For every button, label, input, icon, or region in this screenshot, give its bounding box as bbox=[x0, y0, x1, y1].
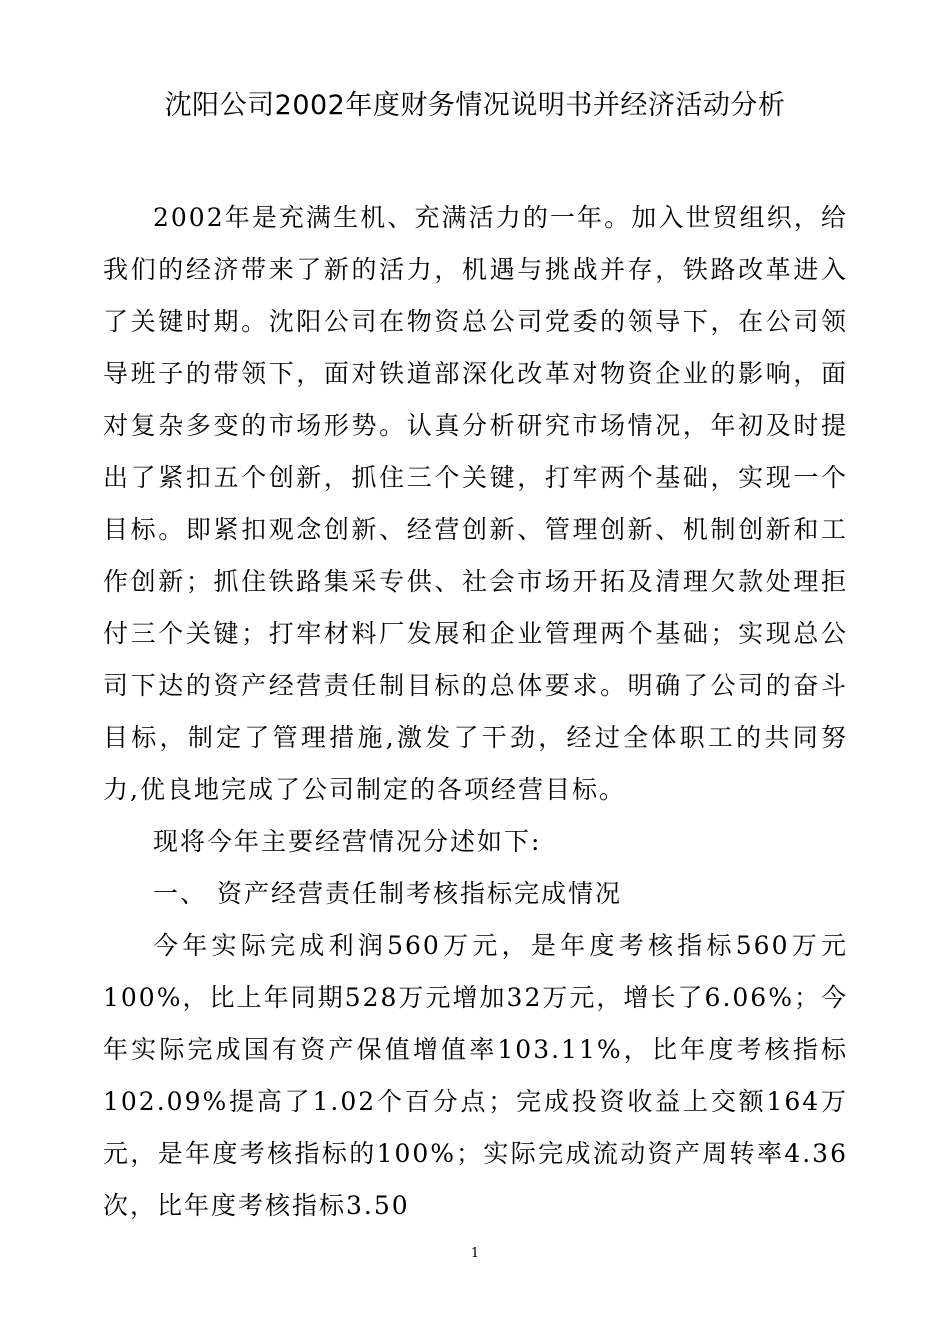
results-paragraph: 今年实际完成利润560万元，是年度考核指标560万元100%，比上年同期528万元增加32万元，增长了6.06%；今年实际完成国有资产保值增值率103.11%，比年度考核指标102.09%提高了1.02个百分点；完成投资收益上交额164万元，是年度考核指标的100%；实际完成流动资产周转率4.36次，比年度考核指标3.50 bbox=[103, 931, 848, 1220]
page-number: 1 bbox=[470, 1246, 480, 1261]
intro-paragraph: 2002年是充满生机、充满活力的一年。加入世贸组织，给我们的经济带来了新的活力，机遇与挑战并存，铁路改革进入了关键时期。沈阳公司在物资总公司党委的领导下，在公司领导班子的带领下，面对铁道部深化改革对物资企业的影响，面对复杂多变的市场形势。认真分析研究市场情况，年初及时提出了紧扣五个创新，抓住三个关键，打牢两个基础，实现一个目标。即紧扣观念创新、经营创新、管理创新、机制创新和工作创新；抓住铁路集采专供、社会市场开拓及清理欠款处理拒付三个关键；打牢材料厂发展和企业管理两个基础；实现总公司下达的资产经营责任制目标的总体要求。明确了公司的奋斗目标，制定了管理措施,激发了干劲，经过全体职工的共同努力,优良地完成了公司制定的各项经营目标。 bbox=[103, 203, 848, 804]
section-heading: 一、 资产经营责任制考核指标完成情况 bbox=[153, 879, 622, 908]
document-body bbox=[103, 192, 848, 1232]
overview-paragraph: 现将今年主要经营情况分述如下: bbox=[153, 827, 542, 856]
document-title: 沈阳公司2002年度财务情况说明书并经济活动分析 bbox=[164, 90, 786, 121]
